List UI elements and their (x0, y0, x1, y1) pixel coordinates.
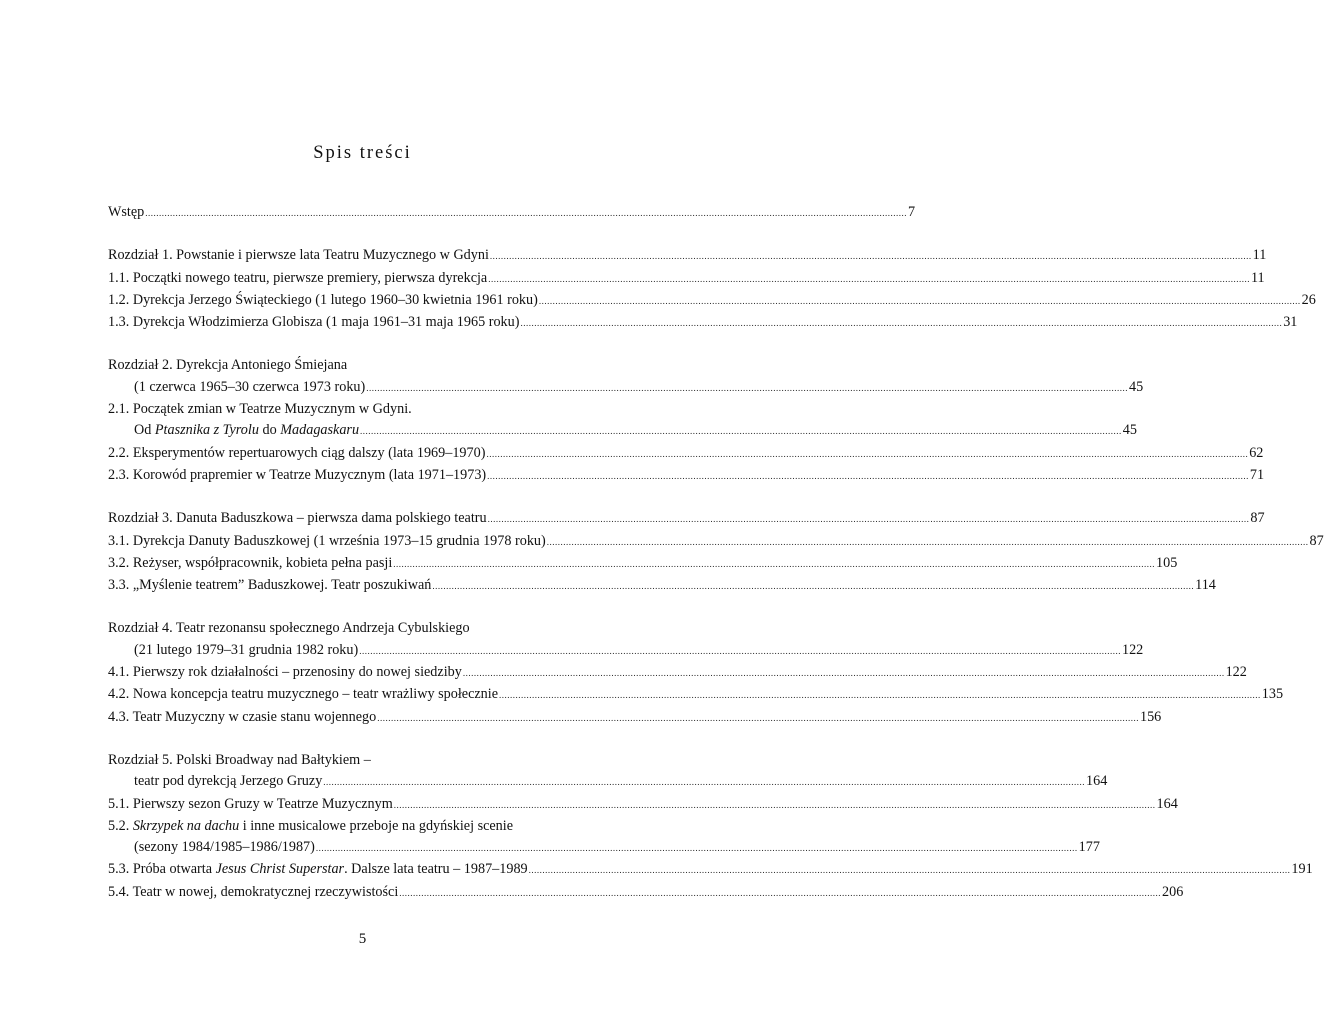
toc-page: 191 (1291, 861, 1313, 878)
leader-dots (520, 313, 1282, 334)
toc-label: (21 lutego 1979–31 grudnia 1982 roku) (134, 641, 359, 658)
toc-page: 135 (1261, 686, 1284, 703)
toc-label: 3.3. „Myślenie teatrem” Baduszkowej. Teatr poszukiwań (108, 577, 432, 594)
page-number: 5 (358, 931, 367, 947)
toc-page: 45 (1128, 378, 1144, 395)
toc-label: 2.3. Korowód prapremier w Teatrze Muzycznym (lata 1971–1973) (108, 466, 487, 483)
toc-entry-5-4 (108, 882, 1184, 904)
leader-dots (359, 641, 1121, 662)
page-title: Spis treści (313, 143, 412, 163)
leader-dots (490, 246, 1252, 267)
toc-entry-2-3 (108, 465, 1265, 487)
toc-label: teatr pod dyrekcją Jerzego Gruzy (134, 773, 323, 790)
toc-page: 11 (1252, 247, 1267, 264)
toc-page: 87 (1309, 532, 1324, 549)
toc-page: 71 (1249, 466, 1265, 483)
leader-dots (487, 466, 1249, 487)
toc-label: (1 czerwca 1965–30 czerwca 1973 roku) (134, 378, 366, 395)
title-jesus-christ-superstar: Jesus Christ Superstar (215, 861, 345, 878)
table-of-contents (108, 202, 1324, 904)
title-skrzypek: Skrzypek na dachu (132, 817, 240, 834)
toc-page: 122 (1121, 641, 1144, 658)
leader-dots (377, 708, 1139, 729)
toc-entry-chapter-4-cont (108, 640, 1144, 662)
toc-entry-5-3 (108, 859, 1313, 881)
toc-page: 31 (1283, 314, 1298, 331)
toc-entry-4-2 (108, 684, 1284, 706)
toc-entry-chapter-2-cont (108, 377, 1144, 399)
toc-entry-2-1-cont (108, 420, 1137, 442)
toc-entry-3-1 (108, 531, 1324, 553)
toc-entry-chapter-5-cont (108, 771, 1108, 793)
toc-label: 4.3. Teatr Muzyczny w czasie stanu wojennego (108, 708, 377, 725)
toc-label: Wstęp (108, 204, 145, 220)
toc-label: 5.1. Pierwszy sezon Gruzy w Teatrze Muzycznym (108, 795, 393, 812)
toc-entry-2-2 (108, 443, 1264, 465)
toc-page: 156 (1139, 708, 1162, 725)
leader-dots (486, 444, 1248, 465)
title-ptasznik: Ptasznika z Tyrolu (154, 422, 259, 439)
leader-dots (539, 291, 1301, 312)
toc-label: Rozdział 1. Powstanie i pierwsze lata Teatru Muzycznego w Gdyni (108, 247, 489, 264)
toc-label: 3.2. Reżyser, współpracownik, kobieta pełna pasji (108, 554, 393, 571)
leader-dots (529, 860, 1291, 881)
toc-page: 122 (1225, 664, 1247, 681)
leader-dots (488, 269, 1250, 290)
toc-entry-5-2-cont (108, 837, 1100, 859)
leader-dots (399, 883, 1161, 904)
toc-entry-1-2 (108, 290, 1316, 312)
leader-dots (432, 576, 1194, 597)
title-madagaskar: Madagaskaru (280, 422, 360, 439)
leader-dots (145, 203, 907, 224)
leader-dots (488, 509, 1250, 530)
leader-dots (393, 554, 1155, 575)
toc-label: 4.2. Nowa koncepcja teatru muzycznego – teatr wrażliwy społecznie (108, 686, 498, 703)
leader-dots (360, 421, 1122, 442)
toc-page: 62 (1249, 444, 1264, 461)
toc-page: 164 (1156, 795, 1178, 812)
toc-entry-3-2 (108, 553, 1178, 575)
leader-dots (463, 663, 1225, 684)
toc-entry-chapter-2: Rozdział 2. Dyrekcja Antoniego Śmiejana (108, 357, 348, 374)
toc-label: 5.4. Teatr w nowej, demokratycznej rzeczywistości (108, 883, 399, 900)
toc-page: 105 (1156, 554, 1178, 571)
toc-entry-1-3 (108, 312, 1298, 334)
toc-page: 206 (1162, 883, 1184, 900)
toc-label: 2.2. Eksperymentów repertuarowych ciąg dalszy (lata 1969–1970) (108, 444, 486, 461)
toc-entry-5-2: 5.2. Skrzypek na dachu i inne musicalowe przeboje na gdyńskiej scenie (108, 817, 514, 834)
toc-page: 45 (1122, 422, 1137, 439)
toc-entry-4-3 (108, 707, 1162, 729)
leader-dots (366, 378, 1128, 399)
toc-page: 164 (1086, 773, 1108, 790)
toc-entry-chapter-5: Rozdział 5. Polski Broadway nad Bałtykiem – (108, 751, 371, 768)
toc-label: (sezony 1984/1985–1986/1987) (134, 839, 315, 856)
toc-page: 26 (1301, 291, 1316, 308)
toc-label: 3.1. Dyrekcja Danuty Baduszkowej (1 września 1973–15 grudnia 1978 roku) (108, 532, 546, 549)
toc-entry-3-3 (108, 575, 1216, 597)
toc-page: 7 (908, 204, 916, 220)
toc-entry-chapter-3 (108, 508, 1265, 530)
toc-entry-intro (108, 202, 916, 224)
toc-page: 11 (1250, 269, 1265, 286)
toc-entry-chapter-4: Rozdział 4. Teatr rezonansu społecznego Andrzeja Cybulskiego (108, 620, 470, 637)
toc-label: 5.3. Próba otwarta Jesus Christ Superstar. Dalsze lata teatru – 1987–1989 (108, 861, 528, 878)
toc-entry-2-1: 2.1. Początek zmian w Teatrze Muzycznym w Gdyni. (108, 401, 412, 418)
toc-entry-4-1 (108, 662, 1247, 684)
toc-label: 1.3. Dyrekcja Włodzimierza Globisza (1 maja 1961–31 maja 1965 roku) (108, 314, 520, 331)
toc-page: 114 (1195, 577, 1216, 594)
toc-entry-5-1 (108, 794, 1178, 816)
leader-dots (394, 795, 1156, 816)
toc-label: 4.1. Pierwszy rok działalności – przenosiny do nowej siedziby (108, 664, 462, 681)
toc-label: 1.1. Początki nowego teatru, pierwsze premiery, pierwsza dyrekcja (108, 269, 488, 286)
toc-label: 1.2. Dyrekcja Jerzego Świąteckiego (1 lutego 1960–30 kwietnia 1961 roku) (108, 291, 538, 308)
toc-page: 87 (1250, 510, 1265, 527)
toc-label: Rozdział 3. Danuta Baduszkowa – pierwsza dama polskiego teatru (108, 510, 487, 527)
toc-page: 177 (1078, 839, 1100, 856)
toc-entry-1-1 (108, 268, 1265, 290)
leader-dots (547, 532, 1309, 553)
leader-dots (499, 685, 1261, 706)
leader-dots (323, 772, 1085, 793)
leader-dots (316, 838, 1078, 859)
toc-label: Od Ptasznika z Tyrolu do Madagaskaru (134, 422, 360, 439)
toc-entry-chapter-1 (108, 245, 1267, 267)
